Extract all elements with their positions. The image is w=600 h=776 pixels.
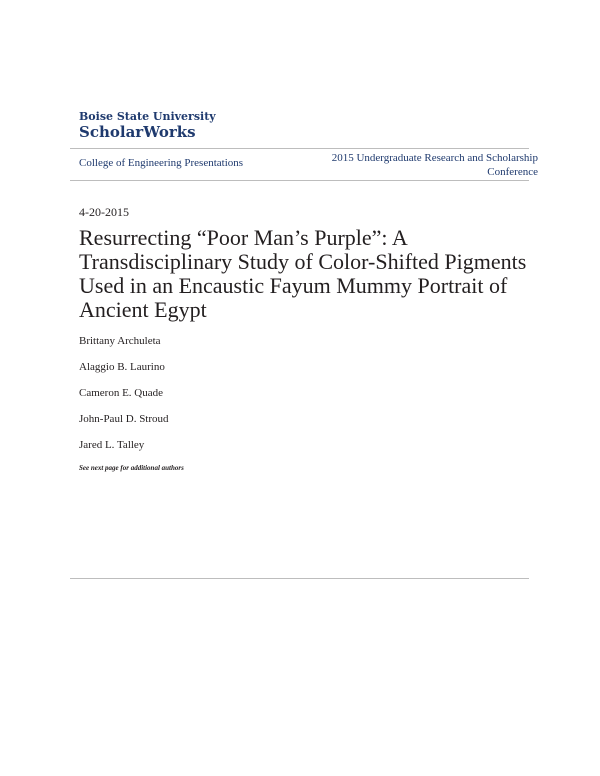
author-name: John-Paul D. Stroud [79,413,169,425]
author-name: Brittany Archuleta [79,335,161,347]
see-next-page-note: See next page for additional authors [79,464,184,472]
university-name[interactable]: Boise State University [79,110,216,123]
header-divider-bottom [70,180,529,181]
conference-line-1: 2015 Undergraduate Research and Scholarship [331,152,538,164]
conference-link[interactable] [308,151,538,179]
footer-divider [70,578,529,579]
conference-line-2: Conference [487,166,538,178]
author-name: Cameron E. Quade [79,387,163,399]
header-divider-top [70,148,529,149]
repository-name[interactable]: ScholarWorks [79,123,196,141]
repository-header [79,110,539,141]
author-list [79,335,169,465]
document-title: Resurrecting “Poor Man’s Purple”: A Transdisciplinary Study of Color-Shifted Pigments Used in an Encaustic Fayum Mummy Portrait of Ancient Egypt [79,225,527,322]
publication-date: 4-20-2015 [79,205,129,219]
collection-link[interactable]: College of Engineering Presentations [79,157,244,169]
author-name: Jared L. Talley [79,439,145,451]
author-name: Alaggio B. Laurino [79,361,165,373]
